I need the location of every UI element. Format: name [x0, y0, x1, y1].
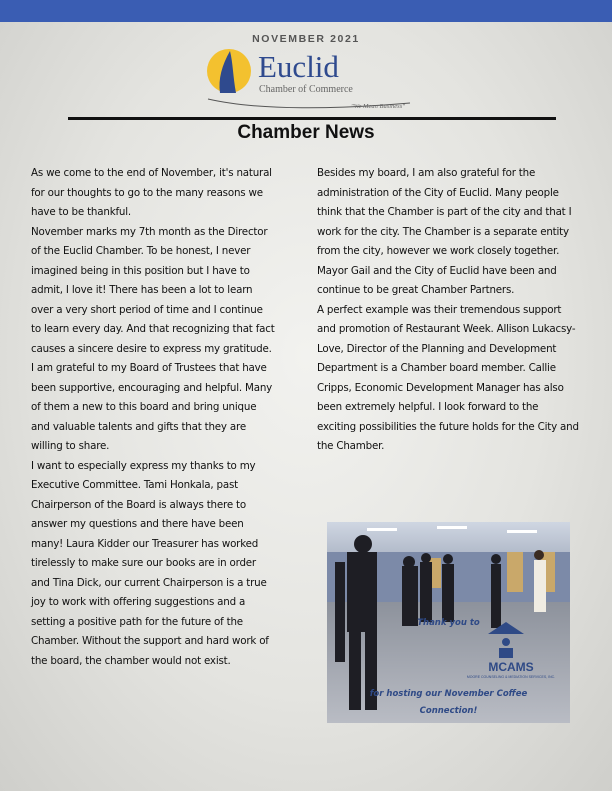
paragraph: I want to especially express my thanks to my Executive Committee. Tami Honkala, past Chairperson of the Board is always there to answer my questions and there have been many! Laura Kidder our Treasurer has worked tirelessly to make sure our books are in order and Tina Dick, our current Chairperson is a true joy to work with offering suggestions and a setting a positive path for the future of the Chamber. Without the support and hard work of the board, the chamber would not exist.	[31, 459, 269, 667]
right-column	[317, 164, 579, 457]
euclid-chamber-logo	[200, 47, 420, 117]
mcams-logo-text: MCAMS	[488, 660, 534, 674]
paragraph: I am grateful to my Board of Trustees that have been supportive, encouraging and helpful. Many of them a new to this board and bring unique and valuable talents and gifts that they are willing to share.	[31, 362, 273, 452]
page-title: Chamber News	[237, 122, 375, 143]
mcams-logo-subtext: MOORE COUNSELING & MEDIATION SERVICES, INC.	[466, 675, 556, 679]
photo-caption-line-1: for hosting our November Coffee	[369, 689, 528, 699]
photo-caption-line-2: Connection!	[419, 706, 478, 716]
paragraph: Besides my board, I am also grateful for the administration of the City of Euclid. Many people think that the Chamber is part of the city and that I work for the city. The Chamber is a separate entity from the city, however we work closely together.	[317, 167, 572, 257]
header-divider	[68, 117, 556, 120]
event-photo	[327, 522, 570, 723]
logo-wordmark: Euclid	[258, 49, 339, 84]
paragraph: As we come to the end of November, it's natural for our thoughts to go to the many reasons we have to be thankful.	[31, 167, 272, 218]
photo-thank-you: Thank you to	[417, 618, 480, 628]
top-banner-bar	[0, 0, 612, 22]
paragraph: Mayor Gail and the City of Euclid have been and continue to be great Chamber Partners.	[317, 264, 557, 296]
logo-tagline: "We Mean Business"	[351, 103, 405, 110]
paragraph: November marks my 7th month as the Director of the Euclid Chamber. To be honest, I never imagined being in this position but I have to admit, I love it! There has been a lot to learn over a very short period of time and I continue to learn every day. And that recognizing that fact causes a sincere desire to express my gratitude.	[31, 225, 275, 355]
logo-subtitle: Chamber of Commerce	[259, 84, 353, 95]
left-column	[31, 164, 275, 671]
paragraph: A perfect example was their tremendous support and promotion of Restaurant Week. Allison Lukacsy-Love, Director of the Planning and Development Department is a Chamber board member. Callie Cripps, Economic Development Manager has also been extremely helpful. I look forward to the exciting possibilities the future holds for the City and the Chamber.	[317, 303, 579, 452]
issue-date: NOVEMBER 2021	[252, 33, 360, 45]
